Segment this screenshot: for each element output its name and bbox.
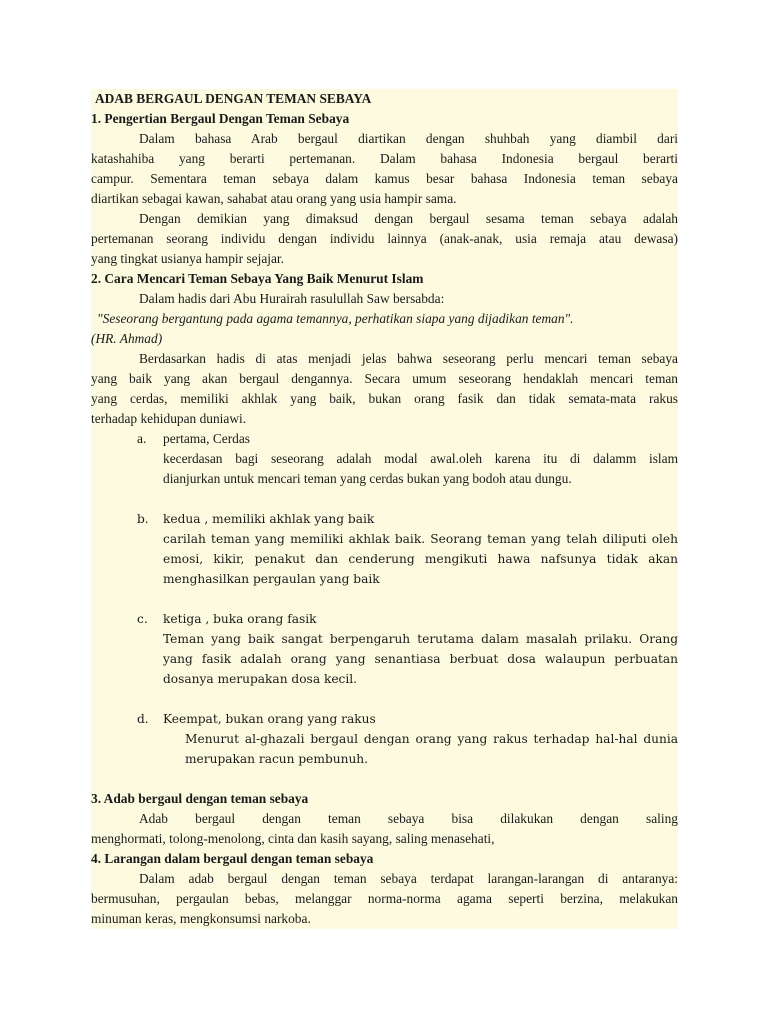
- list-item-title: Keempat, bukan orang yang rakus: [163, 712, 376, 726]
- text-line: Teman yang baik sangat berpengaruh terutama dalam masalah prilaku. Orang: [163, 632, 678, 646]
- text-line: katashahiba yang berarti pertemanan. Dalam bahasa Indonesia bergaul berarti: [91, 151, 678, 166]
- text-line: Adab bergaul dengan teman sebaya bisa dilakukan dengan saling: [139, 811, 678, 826]
- text-line: carilah teman yang memiliki akhlak baik. Seorang teman yang telah diliputi oleh: [163, 532, 678, 546]
- text-line: yang fasik adalah orang yang senantiasa berbuat dosa walaupun perbuatan: [163, 652, 678, 666]
- list-marker: b.: [137, 512, 149, 526]
- list-marker: a.: [137, 431, 147, 446]
- text-line: yang cerdas, memiliki akhlak yang baik, bukan orang fasik dan tidak semata-mata rakus: [91, 391, 678, 406]
- list-item-c: [137, 609, 678, 689]
- text-line: merupakan racun pembunuh.: [185, 752, 369, 766]
- text-line: Menurut al-ghazali bergaul dengan orang yang rakus terhadap hal-hal dunia: [185, 732, 678, 746]
- section-4-paragraph: [91, 869, 678, 929]
- text-line: yang baik yang akan bergaul dengannya. Secara umum seseorang hendaklah mencari teman: [91, 371, 678, 386]
- section-2-heading: 2. Cara Mencari Teman Sebaya Yang Baik Menurut Islam: [91, 271, 424, 286]
- text-line: dosanya merupakan dosa kecil.: [163, 672, 358, 686]
- list-marker: c.: [137, 612, 148, 626]
- list-item-d: [137, 709, 678, 769]
- text-line: pertemanan seorang individu dengan individu lainnya (anak-anak, usia remaja atau dewasa): [91, 231, 678, 246]
- text-line: kecerdasan bagi seseorang adalah modal awal.oleh karena itu di dalamm islam: [163, 451, 678, 466]
- hadith-source: (HR. Ahmad): [91, 331, 163, 346]
- list-item-title: pertama, Cerdas: [163, 431, 250, 446]
- list-item-a: [137, 429, 678, 489]
- section-3-heading: 3. Adab bergaul dengan teman sebaya: [91, 791, 309, 806]
- list-marker: d.: [137, 712, 149, 726]
- hadith-quote: "Seseorang bergantung pada agama temannya, perhatikan siapa yang dijadikan teman".: [97, 311, 574, 326]
- document-title: ADAB BERGAUL DENGAN TEMAN SEBAYA: [95, 91, 372, 106]
- text-line: dianjurkan untuk mencari teman yang cerdas bukan yang bodoh atau dungu.: [163, 471, 572, 486]
- section-2-paragraph: [91, 349, 678, 429]
- text-line: menghasilkan pergaulan yang baik: [163, 572, 380, 586]
- section-4-heading: 4. Larangan dalam bergaul dengan teman sebaya: [91, 851, 374, 866]
- text-line: menghormati, tolong-menolong, cinta dan kasih sayang, saling menasehati,: [91, 831, 495, 846]
- text-line: diartikan sebagai kawan, sahabat atau orang yang usia hampir sama.: [91, 191, 457, 206]
- text-line: terhadap kehidupan duniawi.: [91, 411, 247, 426]
- text-line: yang tingkat usianya hampir sejajar.: [91, 251, 284, 266]
- hadith-intro: Dalam hadis dari Abu Hurairah rasulullah Saw bersabda:: [139, 291, 445, 306]
- section-1-paragraph-1: [91, 129, 678, 209]
- document-page: [91, 89, 678, 929]
- text-line: Berdasarkan hadis di atas menjadi jelas bahwa seseorang perlu mencari teman sebaya: [139, 351, 678, 366]
- spacer: [91, 689, 678, 709]
- list-item-b: [137, 509, 678, 589]
- text-line: Dalam adab bergaul dengan teman sebaya terdapat larangan-larangan di antaranya:: [139, 871, 678, 886]
- text-line: emosi, kikir, penakut dan cenderung mengikuti hawa nafsunya tidak akan: [163, 552, 678, 566]
- section-1-heading: 1. Pengertian Bergaul Dengan Teman Sebaya: [91, 111, 350, 126]
- text-line: minuman keras, mengkonsumsi narkoba.: [91, 911, 311, 926]
- text-line: Dengan demikian yang dimaksud dengan bergaul sesama teman sebaya adalah: [139, 211, 678, 226]
- spacer: [91, 589, 678, 609]
- list-item-title: ketiga , buka orang fasik: [163, 612, 317, 626]
- spacer: [91, 769, 678, 789]
- text-line: Dalam bahasa Arab bergaul diartikan dengan shuhbah yang diambil dari: [139, 131, 678, 146]
- text-line: campur. Sementara teman sebaya dalam kamus besar bahasa Indonesia teman sebaya: [91, 171, 678, 186]
- section-3-paragraph: [91, 809, 678, 849]
- list-item-title: kedua , memiliki akhlak yang baik: [163, 512, 375, 526]
- spacer: [91, 489, 678, 509]
- section-1-paragraph-2: [91, 209, 678, 269]
- text-line: bermusuhan, pergaulan bebas, melanggar norma-norma agama seperti berzina, melakukan: [91, 891, 678, 906]
